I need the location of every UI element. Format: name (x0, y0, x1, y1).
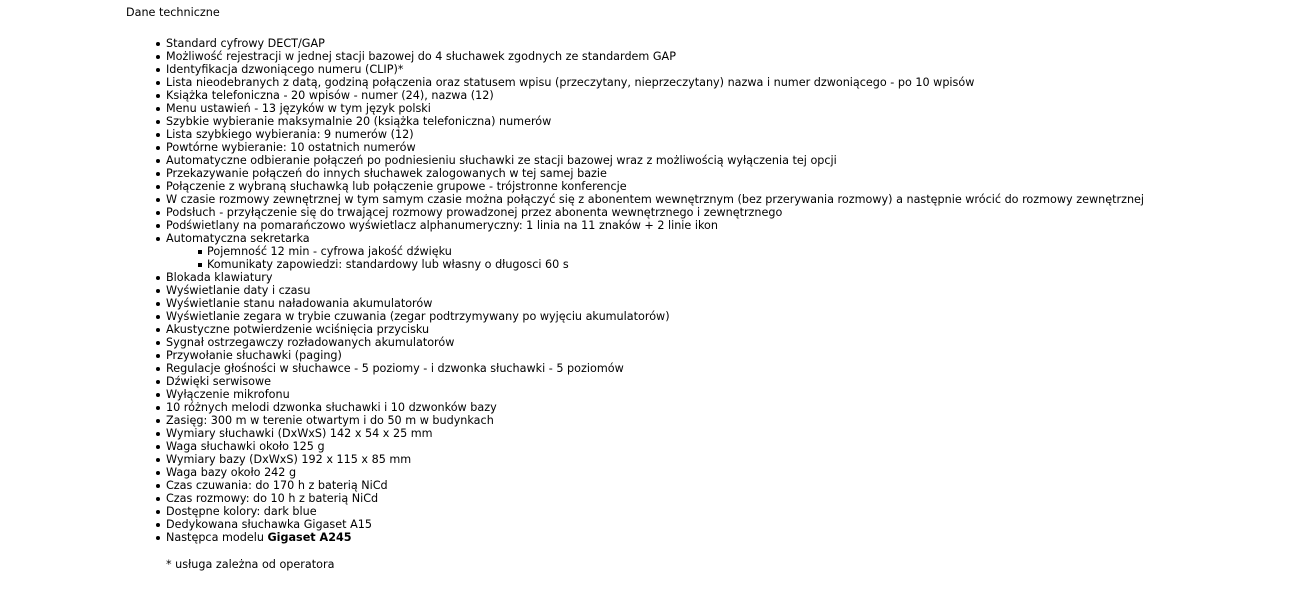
spec-item: Automatyczne odbieranie połączeń po podniesieniu słuchawki ze stacji bazowej wraz z możliwością wyłączenia tej opcji (166, 154, 1144, 167)
spec-item: Wyłączenie mikrofonu (166, 388, 1144, 401)
spec-item-successor (166, 531, 1144, 544)
answering-machine-sublist (166, 245, 1144, 271)
spec-item: Powtórne wybieranie: 10 ostatnich numerów (166, 141, 1144, 154)
spec-item: Wyświetlanie daty i czasu (166, 284, 1144, 297)
spec-item: Regulacje głośności w słuchawce - 5 poziomy - i dzwonka słuchawki - 5 poziomów (166, 362, 1144, 375)
spec-item: Waga bazy około 242 g (166, 466, 1144, 479)
spec-item: Identyfikacja dzwoniącego numeru (CLIP)* (166, 63, 1144, 76)
section-heading: Dane techniczne (126, 6, 220, 19)
spec-item: Lista nieodebranych z datą, godziną połączenia oraz statusem wpisu (przeczytany, nieprzeczytany) nazwa i numer dzwoniącego - po 10 wpisów (166, 76, 1144, 89)
spec-item: Książka telefoniczna - 20 wpisów - numer (24), nazwa (12) (166, 89, 1144, 102)
spec-item-label: Automatyczna sekretarka (166, 232, 310, 245)
spec-item: Czas czuwania: do 170 h z baterią NiCd (166, 479, 1144, 492)
successor-model: Gigaset A245 (267, 531, 352, 544)
operator-footnote: * usługa zależna od operatora (166, 558, 335, 571)
spec-item: W czasie rozmowy zewnętrznej w tym samym czasie można połączyć się z abonentem wewnętrznym (bez przerywania rozmowy) a następnie wrócić do rozmowy zewnętrznej (166, 193, 1145, 206)
spec-item: Czas rozmowy: do 10 h z baterią NiCd (166, 492, 1144, 505)
spec-item: Wyświetlanie stanu naładowania akumulatorów (166, 297, 1144, 310)
spec-item: Wymiary bazy (DxWxS) 192 x 115 x 85 mm (166, 453, 1144, 466)
spec-item: Możliwość rejestracji w jednej stacji bazowej do 4 słuchawek zgodnych ze standardem GAP (166, 50, 1144, 63)
spec-item: Podsłuch - przyłączenie się do trwającej rozmowy prowadzonej przez abonenta wewnętrznego i zewnętrznego (166, 206, 1144, 219)
sub-spec-item: Pojemność 12 min - cyfrowa jakość dźwięku (207, 245, 1144, 258)
spec-item: Sygnał ostrzegawczy rozładowanych akumulatorów (166, 336, 1144, 349)
sub-spec-item: Komunikaty zapowiedzi: standardowy lub własny o długosci 60 s (207, 258, 1144, 271)
spec-item: Przekazywanie połączeń do innych słuchawek zalogowanych w tej samej bazie (166, 167, 1144, 180)
spec-item: Połączenie z wybraną słuchawką lub połączenie grupowe - trójstronne konferencje (166, 180, 1144, 193)
successor-prefix: Następca modelu (166, 531, 268, 544)
spec-item: Dedykowana słuchawka Gigaset A15 (166, 518, 1144, 531)
spec-list (166, 37, 1144, 544)
spec-item: Dźwięki serwisowe (166, 375, 1144, 388)
spec-item: Akustyczne potwierdzenie wciśnięcia przycisku (166, 323, 1144, 336)
spec-item-answering-machine (166, 232, 1144, 271)
spec-item: Wymiary słuchawki (DxWxS) 142 x 54 x 25 mm (166, 427, 1144, 440)
spec-item: Podświetlany na pomarańczowo wyświetlacz alphanumeryczny: 1 linia na 11 znaków + 2 linie ikon (166, 219, 1144, 232)
spec-item: Menu ustawień - 13 języków w tym język polski (166, 102, 1144, 115)
spec-item: 10 różnych melodi dzwonka słuchawki i 10 dzwonków bazy (166, 401, 1144, 414)
spec-item: Przywołanie słuchawki (paging) (166, 349, 1144, 362)
spec-item: Standard cyfrowy DECT/GAP (166, 37, 1144, 50)
spec-item: Dostępne kolory: dark blue (166, 505, 1144, 518)
spec-item: Szybkie wybieranie maksymalnie 20 (książka telefoniczna) numerów (166, 115, 1144, 128)
spec-item: Blokada klawiatury (166, 271, 1144, 284)
spec-item: Wyświetlanie zegara w trybie czuwania (zegar podtrzymywany po wyjęciu akumulatorów) (166, 310, 1144, 323)
spec-item: Zasięg: 300 m w terenie otwartym i do 50 m w budynkach (166, 414, 1144, 427)
spec-item: Lista szybkiego wybierania: 9 numerów (12) (166, 128, 1144, 141)
spec-item: Waga słuchawki około 125 g (166, 440, 1144, 453)
